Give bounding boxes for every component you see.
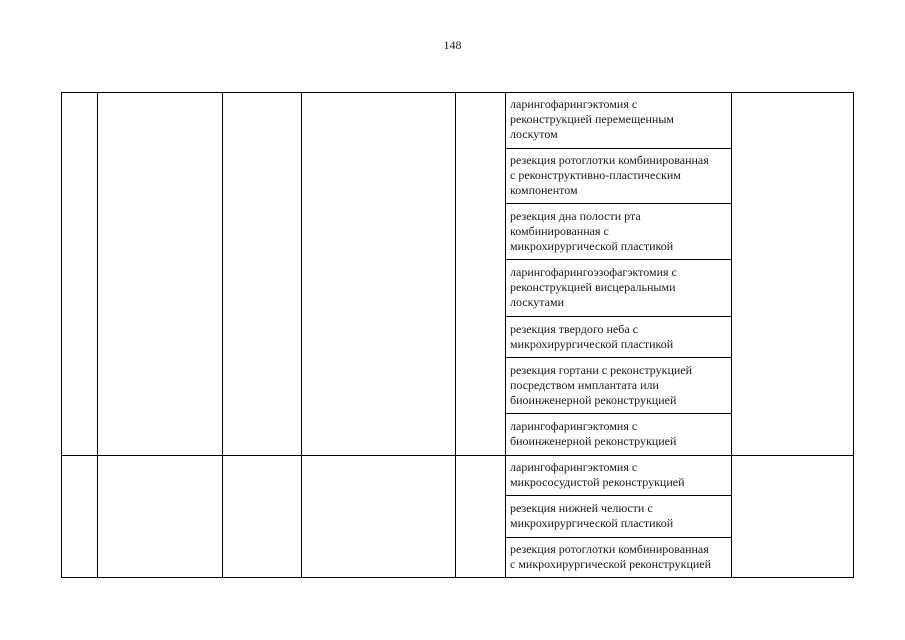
- column-divider: [97, 92, 98, 578]
- cell-divider: [505, 203, 731, 204]
- column-divider: [222, 92, 223, 578]
- intervention-line: микрососудистой реконструкцией: [510, 475, 685, 489]
- cell-divider: [505, 495, 731, 496]
- intervention-cell: [510, 419, 732, 449]
- intervention-cell: [510, 153, 732, 198]
- intervention-line: реконструкцией перемещенным: [510, 112, 675, 126]
- intervention-cell: [510, 322, 732, 352]
- row-divider: [61, 455, 854, 456]
- intervention-line: лоскутами: [510, 295, 565, 309]
- intervention-line: реконструкцией висцеральными: [510, 280, 676, 294]
- intervention-line: с реконструктивно-пластическим: [510, 168, 681, 182]
- intervention-line: ларингофарингэктомия с: [510, 97, 638, 111]
- intervention-line: ларингофарингэктомия с: [510, 419, 638, 433]
- cell-divider: [505, 357, 731, 358]
- intervention-line: резекция ротоглотки комбинированная: [510, 153, 709, 167]
- intervention-line: с микрохирургической реконструкцией: [510, 557, 712, 571]
- intervention-cell: [510, 265, 732, 310]
- intervention-line: биоинженерной реконструкцией: [510, 434, 677, 448]
- intervention-line: резекция нижней челюсти с: [510, 501, 653, 515]
- intervention-line: комбинированная с: [510, 224, 609, 238]
- intervention-cell: [510, 501, 732, 531]
- intervention-cell: [510, 542, 732, 572]
- cell-divider: [505, 413, 731, 414]
- cell-divider: [505, 148, 731, 149]
- column-divider: [455, 92, 456, 578]
- cell-divider: [505, 537, 731, 538]
- column-divider: [301, 92, 302, 578]
- intervention-line: резекция ротоглотки комбинированная: [510, 542, 709, 556]
- intervention-line: резекция гортани с реконструкцией: [510, 363, 693, 377]
- intervention-line: компонентом: [510, 183, 578, 197]
- intervention-line: посредством имплантата или: [510, 378, 659, 392]
- intervention-line: ларингофарингоэзофагэктомия с: [510, 265, 677, 279]
- intervention-line: биоинженерной реконструкцией: [510, 393, 677, 407]
- intervention-cell: [510, 97, 732, 142]
- intervention-line: резекция дна полости рта: [510, 209, 641, 223]
- intervention-line: микрохирургической пластикой: [510, 239, 674, 253]
- intervention-line: микрохирургической пластикой: [510, 337, 674, 351]
- cell-divider: [505, 316, 731, 317]
- intervention-cell: [510, 460, 732, 490]
- intervention-cell: [510, 363, 732, 408]
- cell-divider: [505, 259, 731, 260]
- page-number: 148: [443, 38, 462, 52]
- procedures-table: [61, 92, 854, 578]
- column-divider: [505, 92, 506, 578]
- intervention-line: ларингофарингэктомия с: [510, 460, 638, 474]
- intervention-line: резекция твердого неба с: [510, 322, 638, 336]
- intervention-line: микрохирургической пластикой: [510, 516, 674, 530]
- intervention-line: лоскутом: [510, 127, 558, 141]
- intervention-cell: [510, 209, 732, 254]
